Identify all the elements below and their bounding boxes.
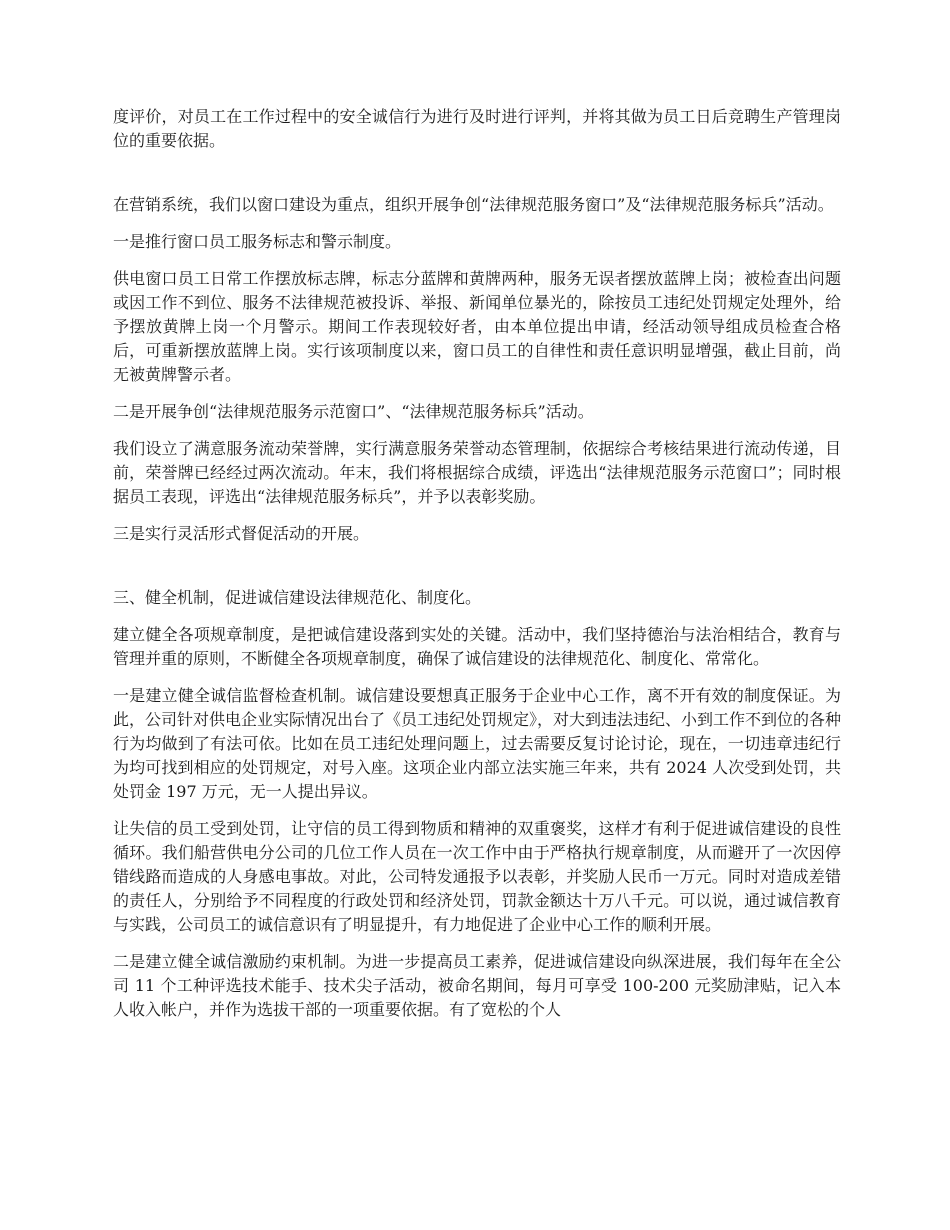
paragraph-4: 供电窗口员工日常工作摆放标志牌，标志分蓝牌和黄牌两种，服务无误者摆放蓝牌上岗；被检查出问题或因工作不到位、服务不法律规范被投诉、举报、新闻单位暴光的，除按员工违纪处罚规定处理外，给予摆放黄牌上岗一个月警示。期间工作表现较好者，由本单位提出申请，经活动领导组成员检查合格后，可重新摆放蓝牌上岗。实行该项制度以来，窗口员工的自律性和责任意识明显增强，截止目前，尚无被黄牌警示者。 bbox=[113, 269, 841, 384]
section-heading-3: 三、健全机制，促进诚信建设法律规范化、制度化。 bbox=[113, 588, 482, 607]
paragraph-1: 度评价，对员工在工作过程中的安全诚信行为进行及时进行评判，并将其做为员工日后竞聘生产管理岗位的重要依据。 bbox=[113, 107, 841, 150]
paragraph-7: 三是实行灵活形式督促活动的开展。 bbox=[113, 524, 370, 543]
paragraph-11: 让失信的员工受到处罚，让守信的员工得到物质和精神的双重褒奖，这样才有利于促进诚信建设的良性循环。我们船营供电分公司的几位工作人员在一次工作中由于严格执行规章制度，从而避开了一次因停错线路而造成的人身感电事故。对此，公司特发通报予以表彰，并奖励人民币一万元。同时对造成差错的责任人，分别给予不同程度的行政处罚和经济处罚，罚款金额达十万八千元。可以说，通过诚信教育与实践，公司员工的诚信意识有了明显提升，有力地促进了企业中心工作的顺利开展。 bbox=[113, 819, 841, 934]
paragraph-9: 建立健全各项规章制度，是把诚信建设落到实处的关键。活动中，我们坚持德治与法治相结合，教育与管理并重的原则，不断健全各项规章制度，确保了诚信建设的法律规范化、制度化、常常化。 bbox=[113, 625, 841, 668]
paragraph-3: 一是推行窗口员工服务标志和警示制度。 bbox=[113, 232, 402, 251]
paragraph-2: 在营销系统，我们以窗口建设为重点，组织开展争创“法律规范服务窗口”及“法律规范服务标兵”活动。 bbox=[113, 195, 834, 214]
paragraph-10: 一是建立健全诚信监督检查机制。诚信建设要想真正服务于企业中心工作，离不开有效的制度保证。为此，公司针对供电企业实际情况出台了《员工违纪处罚规定》，对大到违法违纪、小到工作不到位的各种行为均做到了有法可依。比如在员工违纪处理问题上，过去需要反复讨论讨论，现在，一切违章违纪行为均可找到相应的处罚规定，对号入座。这项企业内部立法实施三年来，共有 2024 人次受到处罚，共处罚金 197 万元，无一人提出异议。 bbox=[113, 686, 842, 801]
paragraph-5: 二是开展争创“法律规范服务示范窗口”、“法律规范服务标兵”活动。 bbox=[113, 402, 594, 421]
paragraph-6: 我们设立了满意服务流动荣誉牌，实行满意服务荣誉动态管理制，依据综合考核结果进行流动传递，目前，荣誉牌已经经过两次流动。年末，我们将根据综合成绩，评选出“法律规范服务示范窗口”；同时根据员工表现，评选出“法律规范服务标兵”，并予以表彰奖励。 bbox=[113, 439, 841, 506]
paragraph-12: 二是建立健全诚信激励约束机制。为进一步提高员工素养，促进诚信建设向纵深进展，我们每年在全公司 11 个工种评选技术能手、技术尖子活动，被命名期间，每月可享受 100-200 元奖励津贴，记入本人收入帐户，并作为选拔干部的一项重要依据。有了宽松的个人 bbox=[113, 952, 841, 1019]
document-page bbox=[113, 105, 841, 1035]
